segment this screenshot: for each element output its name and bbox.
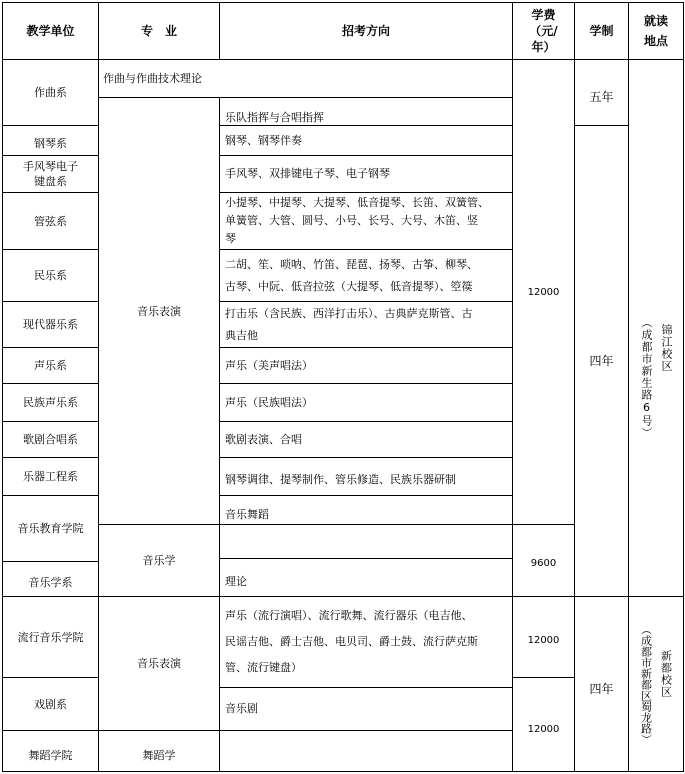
direction-accordion: 手风琴、双排键电子琴、电子钢琴 [225,167,390,180]
campus-xindu-address: （成都市新都区蜀龙路） [639,623,653,745]
direction-dance: 音乐舞蹈 [225,508,269,521]
major-performance: 音乐表演 [137,304,181,318]
header-unit: 教学单位 [26,23,75,38]
years-five: 五年 [589,90,614,104]
campus-jinjiang [629,60,683,596]
campus-xindu [629,597,683,771]
direction-pop [220,597,512,687]
direction-drama: 音乐剧 [225,702,258,715]
direction-orchestral [220,193,512,249]
unit-accordion-line2: 键盘系 [34,175,67,188]
rule-right [683,2,684,772]
unit-opera: 歌剧合唱系 [23,433,78,446]
unit-accordion-line1: 手风琴电子 [23,160,78,173]
unit-instrument-eng: 乐器工程系 [23,470,78,483]
direction-pop-line1: 声乐（流行演唱）、流行歌舞、流行器乐（电吉他、 [225,609,473,622]
direction-ethnic-vocal: 声乐（民族唱法） [225,395,313,409]
campus-jinjiang-address: （成都市新生路6号） [640,317,653,439]
major-dance: 舞蹈学 [142,748,176,762]
years-four: 四年 [589,353,614,368]
direction-modern [220,302,512,347]
unit-vocal: 声乐系 [34,359,67,372]
header-campus-line1: 就读 [643,14,668,28]
rule-bottom [2,771,683,772]
fee-musicology: 9600 [530,558,557,569]
fee-drama-dance: 12000 [527,724,560,735]
direction-opera: 歌剧表演、合唱 [225,432,302,446]
direction-orchestral-line2: 单簧管、大管、圆号、小号、长号、大号、木笛、竖 [225,214,478,227]
direction-pop-line2: 民谣吉他、爵士吉他、电贝司、爵士鼓、流行萨克斯 [225,635,478,648]
header-fee-line3: 年） [531,40,556,54]
unit-piano: 钢琴系 [34,137,67,150]
direction-folk-line1: 二胡、笙、唢呐、竹笛、琵琶、扬琴、古筝、柳琴、 [225,257,478,271]
direction-modern-line2: 典吉他 [225,328,258,342]
fee-pop: 12000 [527,634,560,646]
header-campus [629,3,683,59]
rule [219,730,512,731]
direction-instrument-eng: 钢琴调律、提琴制作、管乐修造、民族乐器研制 [225,472,456,486]
unit-composition: 作曲系 [34,86,67,99]
unit-pop: 流行音乐学院 [17,630,84,644]
unit-ethnic-vocal: 民族声乐系 [23,396,78,409]
campus-jinjiang-name: 锦江校区 [660,324,673,372]
unit-accordion [3,156,98,192]
unit-folk: 民乐系 [34,269,67,282]
direction-orchestral-line1: 小提琴、中提琴、大提琴、低音提琴、长笛、双簧管、 [225,196,489,209]
major-composition: 作曲与作曲技术理论 [103,71,202,85]
direction-piano: 钢琴、钢琴伴奏 [225,133,302,147]
major-performance-2: 音乐表演 [137,657,181,670]
direction-modern-line1: 打击乐（含民族、西洋打击乐）、古典萨克斯管、古 [225,306,473,320]
direction-folk-line2: 古琴、中阮、低音拉弦（大提琴、低音提琴）、箜篌 [225,279,473,293]
campus-xindu-name: 新都校区 [659,650,673,698]
header-major: 专 业 [140,23,177,38]
unit-musicology: 音乐学系 [28,575,73,589]
direction-vocal: 声乐（美声唱法） [225,358,313,372]
header-direction: 招考方向 [341,23,390,38]
unit-drama: 戏剧系 [34,697,67,711]
header-fee [513,3,574,59]
unit-orchestral: 管弦系 [34,214,67,228]
direction-folk [220,250,512,301]
unit-music-edu: 音乐教育学院 [17,522,84,535]
major-musicology: 音乐学 [142,554,176,567]
fee-main: 12000 [527,286,560,298]
header-years: 学制 [589,23,614,38]
header-fee-line2: （元/ [529,24,558,38]
direction-theory: 理论 [225,574,247,588]
unit-modern: 现代器乐系 [23,318,78,331]
unit-dance: 舞蹈学院 [28,748,73,762]
direction-pop-line3: 管、流行键盘） [225,661,302,674]
direction-conducting: 乐队指挥与合唱指挥 [225,111,324,124]
header-fee-line1: 学费 [531,8,556,22]
years-four-xindu: 四年 [589,681,614,696]
direction-orchestral-line3: 琴 [225,232,236,245]
header-campus-line2: 地点 [643,34,668,48]
